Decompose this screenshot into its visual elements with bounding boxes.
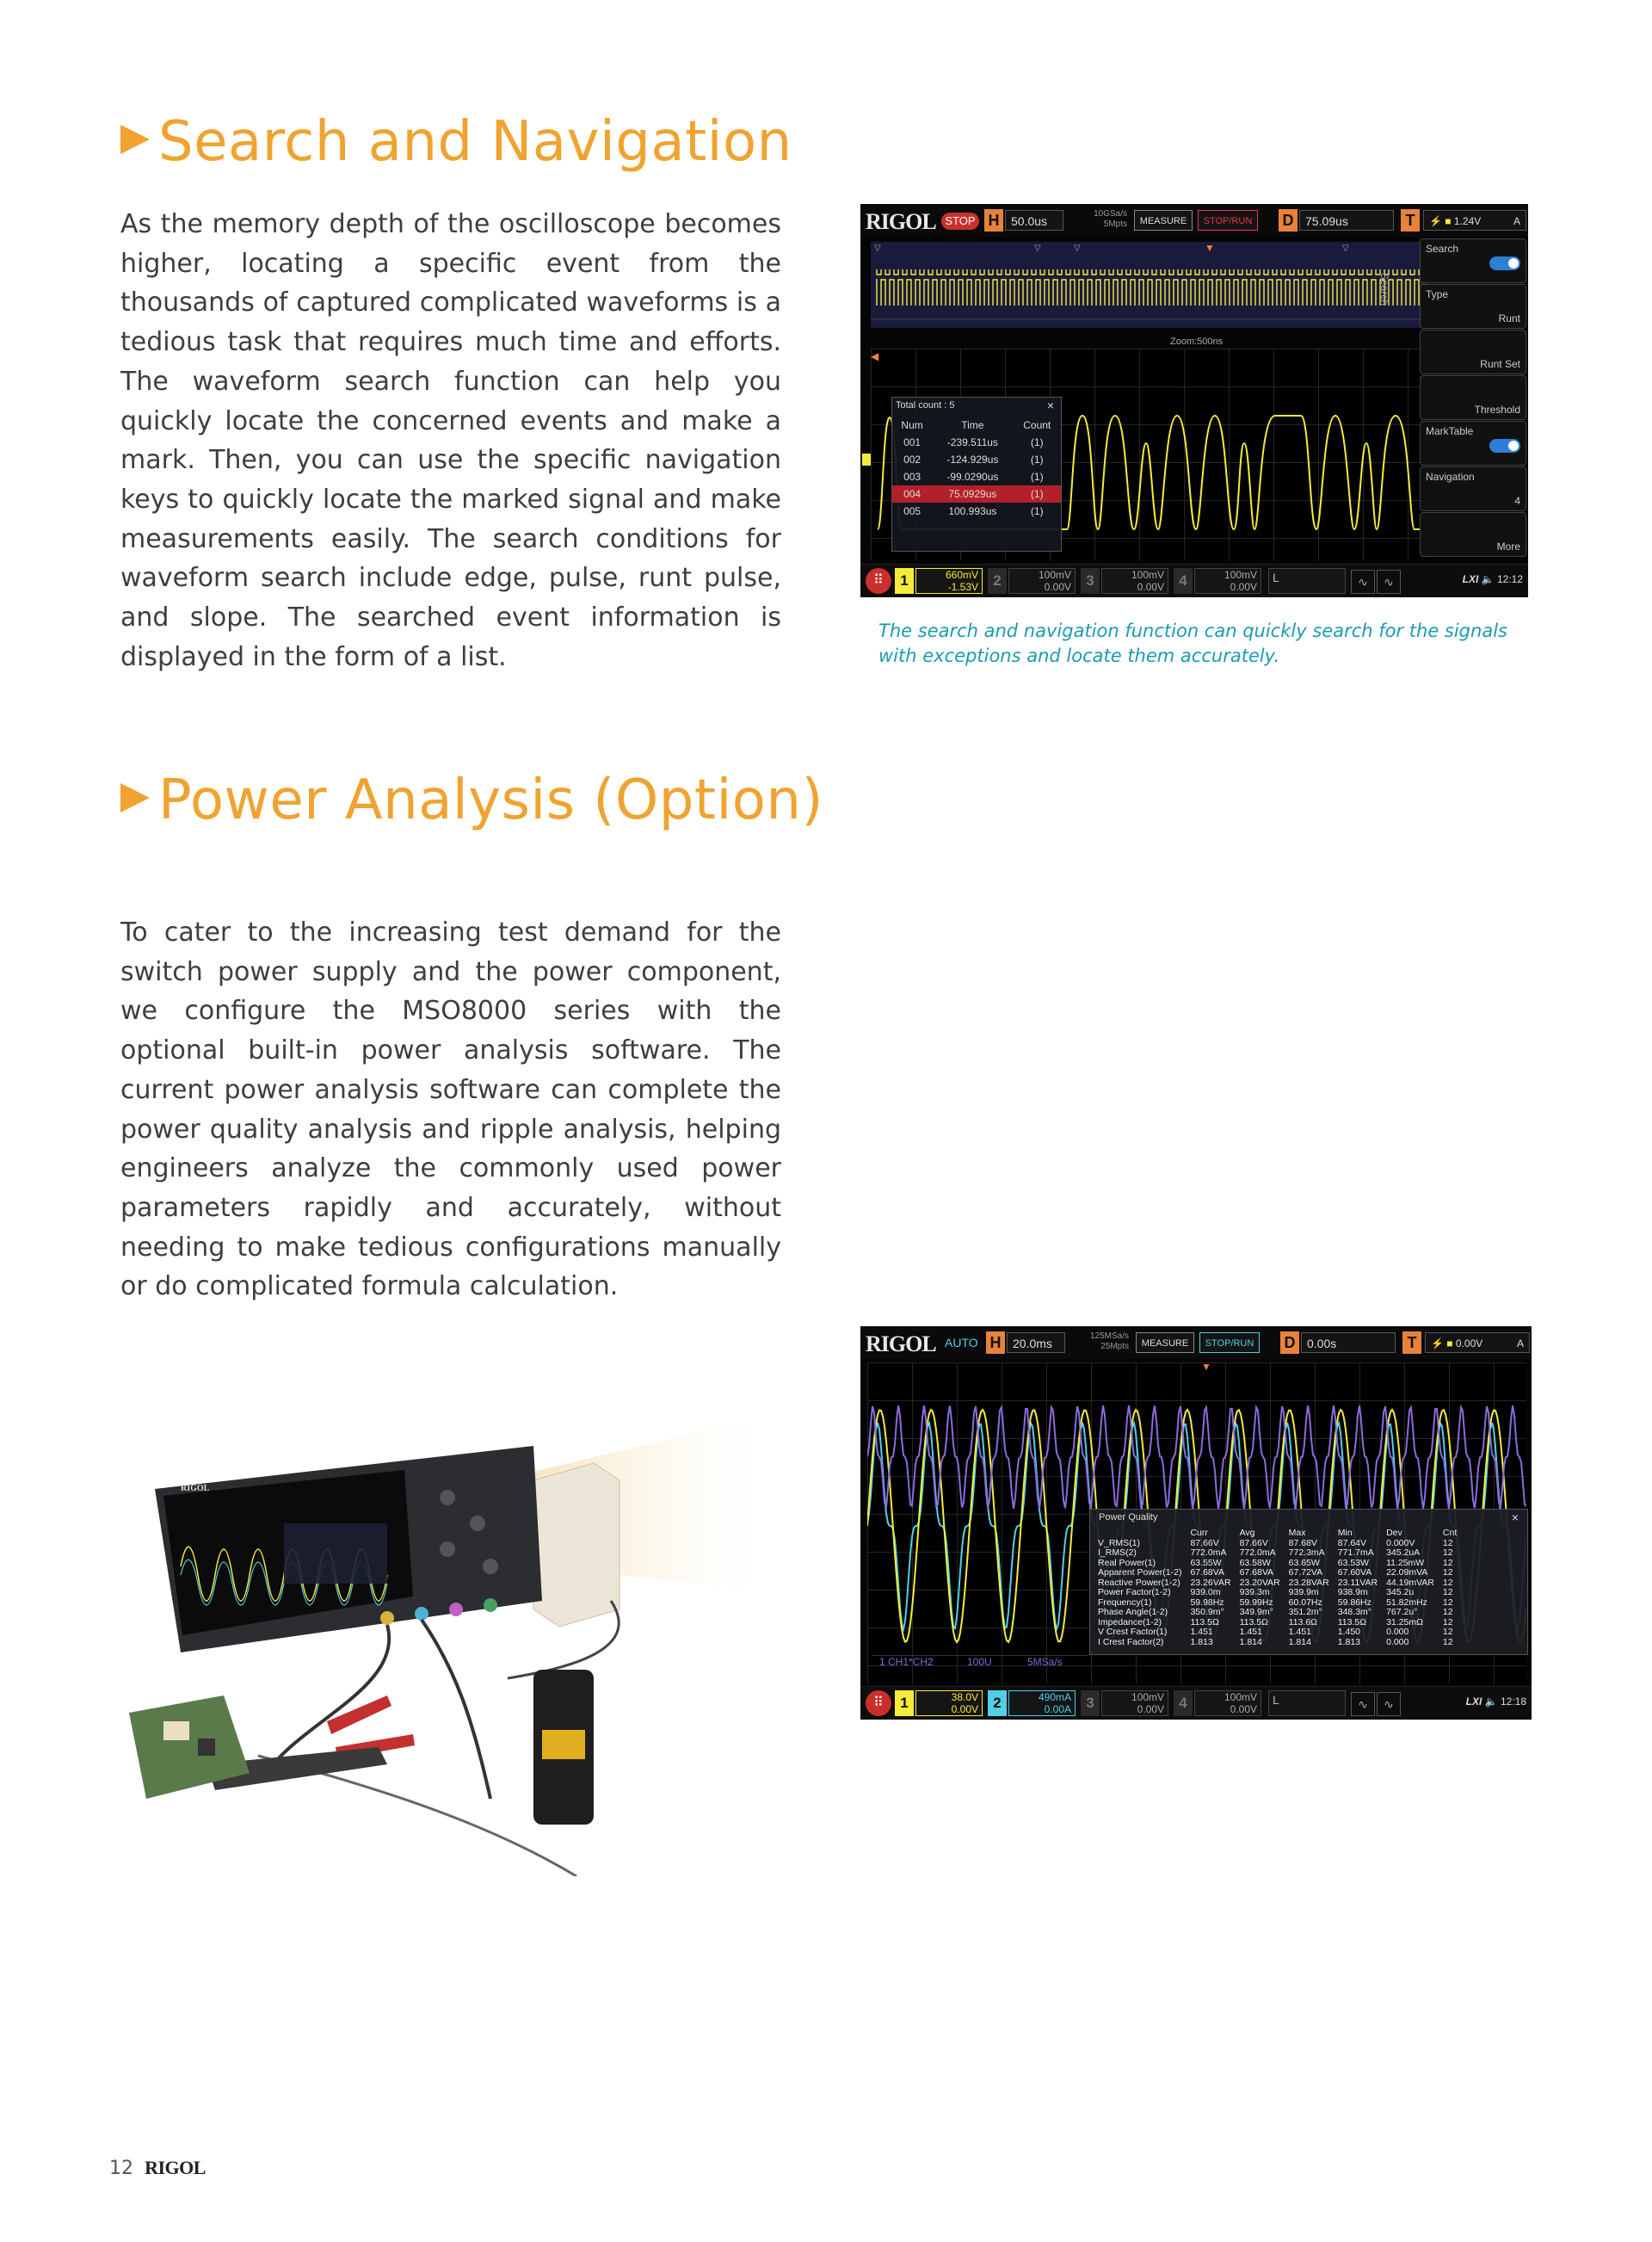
- channel-1-settings[interactable]: [915, 1690, 983, 1716]
- pq-value: 12: [1442, 1567, 1453, 1578]
- generator1-icon[interactable]: ∿: [1351, 570, 1375, 594]
- pq-value: 349.9m°: [1239, 1607, 1273, 1617]
- la-label: L: [1273, 571, 1279, 584]
- delay-value: 75.09us: [1299, 210, 1394, 231]
- event-num: 005: [903, 505, 922, 517]
- measure-button[interactable]: MEASURE: [1134, 210, 1193, 231]
- trigger-edge-icon: ⚡: [1431, 1337, 1444, 1350]
- trigger-level: [1423, 210, 1526, 231]
- event-table-row[interactable]: [892, 468, 1061, 485]
- probe-cable: [422, 1620, 490, 1799]
- event-num: 003: [903, 471, 922, 483]
- side-menu-label: Search: [1426, 243, 1459, 255]
- channel-offset: 0.00V: [1044, 581, 1071, 593]
- pq-value: 22.09mVA: [1386, 1567, 1428, 1578]
- pq-value: 345.2u: [1386, 1587, 1415, 1597]
- pq-param-name: I_RMS(2): [1098, 1547, 1137, 1558]
- pq-value: 23.28VAR: [1288, 1577, 1329, 1588]
- pq-value: 1.451: [1288, 1627, 1311, 1637]
- knob: [470, 1516, 485, 1531]
- side-menu-title: Search: [1378, 273, 1390, 306]
- trigger-level-value: 0.00V: [1455, 1337, 1483, 1350]
- pq-col-avg: Avg: [1239, 1528, 1255, 1538]
- marker-icon: ▽: [1074, 244, 1081, 253]
- channel-scale: 100mV: [1224, 1691, 1257, 1703]
- toggle-switch[interactable]: [1489, 439, 1520, 453]
- channel-offset: 0.00A: [1044, 1703, 1071, 1715]
- event-num: 004: [903, 488, 922, 500]
- channel-scale: 100mV: [1131, 569, 1164, 581]
- pq-value: 1.451: [1190, 1627, 1213, 1637]
- heading-text: Search and Navigation: [158, 110, 792, 174]
- channel-scale: 490mA: [1038, 1691, 1071, 1703]
- pq-value: 12: [1442, 1636, 1453, 1647]
- pq-value: 1.813: [1337, 1636, 1361, 1647]
- side-menu-value: Threshold: [1474, 404, 1520, 416]
- pq-value: 767.2u°: [1386, 1607, 1418, 1617]
- stop-run-button[interactable]: STOP/RUN: [1199, 1332, 1260, 1353]
- scope-top-bar: [860, 1326, 1532, 1359]
- channel-3-button[interactable]: 3: [1081, 1690, 1100, 1716]
- pq-param-name: Apparent Power(1-2): [1098, 1567, 1182, 1578]
- event-count: (1): [1030, 436, 1044, 448]
- generator2-icon[interactable]: ∿: [1377, 1692, 1401, 1716]
- side-menu-button[interactable]: [1420, 375, 1526, 420]
- pq-param-name: Real Power(1): [1098, 1557, 1156, 1568]
- event-table-row[interactable]: [892, 485, 1061, 503]
- side-menu-button[interactable]: [1420, 238, 1526, 283]
- sample-rate-value: 125MSa/s: [1089, 1331, 1129, 1341]
- horizontal-tag: H: [984, 209, 1003, 232]
- side-menu-button[interactable]: [1420, 284, 1526, 329]
- pq-value: 23.11VAR: [1337, 1577, 1378, 1588]
- bullet-arrow-icon: [120, 125, 150, 154]
- pq-value: 67.60VA: [1337, 1567, 1372, 1578]
- side-menu-button[interactable]: [1420, 512, 1526, 557]
- la-box: [1268, 1690, 1346, 1716]
- channel-offset: 0.00V: [1230, 1703, 1257, 1715]
- memory-depth-value: 5Mpts: [1103, 219, 1127, 229]
- pq-value: 113.5Ω: [1190, 1616, 1219, 1627]
- channel-offset: 0.00V: [1137, 581, 1164, 593]
- bullet-arrow-icon: [120, 783, 150, 812]
- pq-value: 1.814: [1239, 1636, 1262, 1647]
- ch1-offset-marker: [862, 454, 871, 466]
- channel-2-button[interactable]: 2: [988, 1690, 1007, 1716]
- board-component: [198, 1739, 215, 1756]
- caption-line-1: The search and navigation function can quickly search for the signals: [878, 621, 1507, 641]
- math-scale: 100U: [967, 1656, 992, 1668]
- channel-3-settings[interactable]: [1101, 568, 1168, 594]
- pq-value: 772.3mA: [1288, 1547, 1325, 1558]
- pq-value: 59.99Hz: [1239, 1597, 1273, 1608]
- pq-value: 12: [1442, 1557, 1453, 1568]
- event-time: -99.0290us: [946, 471, 999, 483]
- delay-tag: D: [1280, 1331, 1299, 1354]
- pq-value: 87.66V: [1190, 1537, 1219, 1548]
- memory-depth-value: 25Mpts: [1100, 1342, 1129, 1351]
- channel-scale: 100mV: [1038, 569, 1071, 581]
- pq-value: 1.813: [1190, 1636, 1213, 1647]
- pq-value: 939.9m: [1288, 1587, 1319, 1597]
- channel-4-settings[interactable]: [1194, 568, 1261, 594]
- pq-value: 63.55W: [1190, 1557, 1222, 1568]
- power-analysis-heading: [120, 769, 823, 832]
- channel-1-settings[interactable]: [915, 568, 983, 594]
- clock: 12:18: [1500, 1695, 1526, 1708]
- side-menu-value: Runt: [1498, 312, 1520, 324]
- channel-scale: 660mV: [945, 569, 978, 581]
- math-label: 1 CH1*CH2: [879, 1656, 934, 1668]
- channel-scale: 100mV: [1224, 569, 1257, 581]
- channel-offset: 0.00V: [1137, 1703, 1164, 1715]
- timebase-value: 20.0ms: [1007, 1332, 1065, 1353]
- pq-value: 345.2uA: [1386, 1547, 1421, 1558]
- channel-2-settings[interactable]: [1008, 1690, 1076, 1716]
- overview-waveform: [871, 242, 1427, 328]
- pq-value: 59.86Hz: [1337, 1597, 1372, 1608]
- search-navigation-heading: [120, 110, 792, 174]
- channel-offset: 0.00V: [1230, 581, 1257, 593]
- main-window: [871, 242, 1427, 328]
- generator2-icon[interactable]: ∿: [1377, 570, 1401, 594]
- pq-value: 87.68V: [1288, 1537, 1317, 1548]
- marker-icon: ▽: [1034, 244, 1041, 253]
- knob: [483, 1559, 498, 1574]
- pulse-train: [876, 269, 1421, 306]
- heading-text: Power Analysis (Option): [158, 769, 823, 832]
- trigger-level-marker: ◀: [871, 350, 879, 362]
- knob: [440, 1490, 455, 1505]
- col-num: Num: [901, 419, 923, 431]
- pq-value: 1.450: [1337, 1627, 1361, 1637]
- pq-value: 1.451: [1239, 1627, 1262, 1637]
- pq-param-name: V Crest Factor(1): [1098, 1627, 1168, 1637]
- panel-logo: RIGOL: [181, 1484, 210, 1493]
- channel-bar: [860, 564, 1528, 597]
- status-area: [1463, 573, 1523, 585]
- scope-screenshot-search: [860, 204, 1528, 597]
- event-count: (1): [1030, 488, 1044, 500]
- trigger-channel-icon: ■: [1445, 215, 1452, 227]
- pq-value: 63.65W: [1288, 1557, 1320, 1568]
- trigger-tag: T: [1401, 209, 1420, 232]
- channel-4-settings[interactable]: [1194, 1690, 1261, 1716]
- pq-row: [1094, 1608, 1461, 1618]
- lxi-icon: LXI: [1465, 1695, 1482, 1708]
- event-table: [892, 417, 1061, 520]
- pq-param-name: Frequency(1): [1098, 1597, 1152, 1608]
- run-status-badge: AUTO: [945, 1336, 978, 1350]
- horizontal-tag: H: [986, 1331, 1005, 1354]
- channel-4-button[interactable]: 4: [1174, 1690, 1193, 1716]
- channel-2-button[interactable]: 2: [988, 568, 1007, 594]
- close-icon[interactable]: ×: [1511, 1510, 1519, 1524]
- event-time: 75.0929us: [948, 488, 997, 500]
- trigger-source: A: [1513, 215, 1520, 227]
- pq-value: 348.3m°: [1337, 1607, 1372, 1617]
- pq-value: 23.20VAR: [1239, 1577, 1280, 1588]
- side-menu-label: Type: [1426, 288, 1449, 300]
- math-bar: [872, 1655, 1088, 1670]
- sample-rate-value: 10GSa/s: [1094, 209, 1127, 219]
- rigol-logo: RIGOL: [866, 209, 936, 234]
- product-photo: [129, 1394, 766, 1876]
- pq-value: 113.5Ω: [1337, 1616, 1367, 1627]
- pq-param-name: I Crest Factor(2): [1098, 1636, 1164, 1647]
- event-time: -124.929us: [946, 454, 999, 466]
- trigger-position-icon: ▼: [1201, 1361, 1211, 1373]
- pq-value: 12: [1442, 1577, 1453, 1588]
- pq-value: 113.6Ω: [1288, 1616, 1318, 1627]
- pq-param-name: Impedance(1-2): [1098, 1616, 1162, 1627]
- power-analysis-paragraph: To cater to the increasing test demand for the switch power supply and the power component, we configure the MSO8000 series with the optional built-in power analysis software. The current power analysis software can complete the power quality analysis and ripple analysis, helping engineers analyze the commonly used power parameters rapidly and accurately, without needing to make tedious configurations manually or do complicated formula calculation.: [120, 917, 781, 1302]
- trigger-tag: T: [1402, 1331, 1421, 1354]
- zoom-label: Zoom:500ns: [1170, 337, 1224, 347]
- search-navigation-paragraph: As the memory depth of the oscilloscope becomes higher, locating a specific event from the thousands of captured complicated waveforms is a tedious task that requires much time and efforts. The waveform search function can help you quickly locate the concerned events and make a mark. Then, you can use the specific navigation keys to quickly locate the marked signal and make measurements easily. The search conditions for waveform search include edge, pulse, runt pulse, and slope. The searched event information is displayed in the form of a list.: [120, 209, 781, 672]
- channel-scale: 100mV: [1131, 1691, 1164, 1703]
- pq-value: 0.000: [1386, 1636, 1409, 1647]
- pq-value: 12: [1442, 1547, 1453, 1558]
- bnc-connector: [415, 1607, 428, 1621]
- channel-3-settings[interactable]: [1101, 1690, 1168, 1716]
- col-count: Count: [1023, 419, 1051, 431]
- screen-table: [284, 1523, 387, 1584]
- pq-col-curr: Curr: [1190, 1528, 1208, 1538]
- lxi-icon: LXI: [1462, 573, 1479, 585]
- math-power-trace: [867, 1405, 1526, 1509]
- event-count: (1): [1030, 454, 1044, 466]
- menu-icon[interactable]: ⠿: [866, 568, 891, 594]
- pq-value: 51.82mHz: [1386, 1597, 1427, 1608]
- pq-value: 12: [1442, 1627, 1453, 1637]
- event-table-title: Total count : 5: [896, 400, 955, 411]
- pq-value: 23.26VAR: [1190, 1577, 1231, 1588]
- event-num: 001: [903, 436, 922, 448]
- search-side-menu: [1378, 238, 1526, 560]
- board-component: [163, 1721, 189, 1740]
- side-menu-buttons: [1420, 238, 1526, 560]
- event-time: -239.511us: [946, 436, 998, 448]
- sample-rate: [1067, 209, 1127, 230]
- event-table-panel: [891, 397, 1062, 552]
- event-num: 002: [903, 454, 922, 466]
- photo-illustration: [129, 1394, 766, 1876]
- pq-value: 11.25mW: [1386, 1557, 1425, 1568]
- pq-value: 67.68VA: [1239, 1567, 1274, 1578]
- pq-value: 87.66V: [1239, 1537, 1268, 1548]
- pq-col-dev: Dev: [1386, 1528, 1402, 1538]
- pq-col-param: [1094, 1529, 1186, 1539]
- side-menu-button[interactable]: [1420, 466, 1526, 511]
- delay-value: 0.00s: [1301, 1332, 1396, 1353]
- pq-value: 771.7mA: [1337, 1547, 1374, 1558]
- la-label: L: [1273, 1693, 1279, 1707]
- pq-col-min: Min: [1337, 1528, 1353, 1538]
- pq-value: 350.9m°: [1190, 1607, 1224, 1617]
- event-table-header: [892, 417, 1061, 434]
- pq-value: 939.0m: [1190, 1587, 1221, 1597]
- pq-value: 0.000V: [1386, 1537, 1415, 1548]
- toggle-switch[interactable]: [1489, 256, 1520, 270]
- pq-value: 67.72VA: [1288, 1567, 1323, 1578]
- pq-value: 63.53W: [1337, 1557, 1369, 1568]
- side-menu-label: Navigation: [1426, 471, 1475, 483]
- channel-3-button[interactable]: 3: [1081, 568, 1100, 594]
- pq-value: 12: [1442, 1616, 1453, 1627]
- bnc-connector: [484, 1598, 497, 1612]
- trigger-level: [1425, 1332, 1530, 1353]
- menu-icon[interactable]: ⠿: [866, 1690, 891, 1716]
- pq-row: [1094, 1638, 1461, 1648]
- channel-bar: [860, 1686, 1532, 1720]
- dut-box: [533, 1463, 620, 1627]
- pq-value: 772.0mA: [1190, 1547, 1227, 1558]
- run-status-badge: STOP: [941, 213, 979, 230]
- marker-icon: ▽: [1342, 244, 1349, 253]
- timebase-value: 50.0us: [1005, 210, 1063, 231]
- power-quality-table: [1094, 1529, 1461, 1647]
- red-clip: [327, 1695, 391, 1734]
- page-number: 12: [109, 2158, 133, 2179]
- trigger-edge-icon: ⚡: [1429, 215, 1442, 227]
- pq-col-cnt: Cnt: [1442, 1528, 1458, 1538]
- pq-value: 67.68VA: [1190, 1567, 1224, 1578]
- side-menu-button[interactable]: [1420, 330, 1526, 374]
- scope-top-bar: [860, 204, 1528, 237]
- pq-param-name: Phase Angle(1-2): [1098, 1607, 1168, 1617]
- pq-value: 1.814: [1288, 1636, 1311, 1647]
- pq-value: 12: [1442, 1587, 1453, 1597]
- side-menu-value: More: [1496, 540, 1520, 553]
- pq-value: 12: [1442, 1597, 1453, 1608]
- channel-offset: 0.00V: [951, 1703, 978, 1715]
- pq-value: 938.9m: [1337, 1587, 1368, 1597]
- bnc-connector: [449, 1603, 463, 1616]
- trigger-channel-icon: ■: [1446, 1337, 1453, 1350]
- side-menu-label: MarkTable: [1426, 425, 1474, 437]
- bnc-connector: [380, 1611, 394, 1625]
- pq-value: 113.5Ω: [1239, 1616, 1268, 1627]
- close-icon[interactable]: ×: [1046, 398, 1054, 412]
- rigol-logo: RIGOL: [866, 1331, 936, 1356]
- sound-icon[interactable]: 🔈: [1481, 573, 1495, 585]
- stop-run-button[interactable]: STOP/RUN: [1198, 210, 1258, 231]
- event-time: 100.993us: [948, 505, 997, 517]
- event-table-row[interactable]: [892, 451, 1061, 468]
- pq-param-name: Power Factor(1-2): [1098, 1587, 1171, 1597]
- sound-icon[interactable]: 🔈: [1484, 1695, 1498, 1708]
- channel-1-button[interactable]: 1: [895, 1690, 914, 1716]
- generator1-icon[interactable]: ∿: [1351, 1692, 1375, 1716]
- pq-value: 44.19mVAR: [1386, 1577, 1434, 1588]
- trigger-position-icon: ▼: [1205, 242, 1215, 254]
- marker-icon: ▽: [874, 244, 881, 253]
- power-quality-panel: [1089, 1509, 1528, 1655]
- pq-value: 31.25mΩ: [1386, 1616, 1423, 1627]
- probe-label: [542, 1730, 585, 1759]
- pq-row: [1094, 1627, 1461, 1638]
- channel-2-settings[interactable]: [1008, 568, 1076, 594]
- trigger-source: A: [1516, 1337, 1524, 1350]
- pq-value: 351.2m°: [1288, 1607, 1322, 1617]
- pq-param-name: Reactive Power(1-2): [1098, 1577, 1180, 1588]
- side-menu-button[interactable]: [1420, 421, 1526, 466]
- scope-screenshot-power: [860, 1326, 1532, 1720]
- col-time: Time: [961, 419, 984, 431]
- pq-value: 12: [1442, 1607, 1453, 1617]
- pq-header: [1094, 1529, 1461, 1539]
- status-area: [1466, 1695, 1526, 1708]
- channel-offset: -1.53V: [947, 581, 978, 593]
- pq-value: 60.07Hz: [1288, 1597, 1322, 1608]
- caption-line-2: with exceptions and locate them accurately.: [878, 645, 1280, 666]
- trigger-level-value: 1.24V: [1453, 215, 1482, 227]
- sample-rate: [1069, 1331, 1129, 1352]
- side-menu-value: Runt Set: [1480, 358, 1520, 370]
- pq-value: 0.000: [1386, 1627, 1409, 1637]
- search-caption: [878, 619, 1515, 669]
- pq-row: [1094, 1588, 1461, 1598]
- pq-value: 59.98Hz: [1190, 1597, 1224, 1608]
- delay-tag: D: [1279, 209, 1298, 232]
- event-table-row[interactable]: [892, 434, 1061, 451]
- pq-param-name: V_RMS(1): [1098, 1537, 1141, 1548]
- footer-brand: RIGOL: [145, 2157, 206, 2178]
- page-footer: [109, 2157, 206, 2179]
- pq-col-max: Max: [1288, 1528, 1306, 1538]
- math-rate: 5MSa/s: [1027, 1656, 1063, 1668]
- measure-button[interactable]: MEASURE: [1136, 1332, 1194, 1353]
- power-quality-title: Power Quality: [1099, 1512, 1158, 1522]
- channel-4-button[interactable]: 4: [1174, 568, 1193, 594]
- event-count: (1): [1030, 471, 1044, 483]
- pq-value: 772.0mA: [1239, 1547, 1276, 1558]
- pq-value: 939.3m: [1239, 1587, 1270, 1597]
- channel-1-button[interactable]: 1: [895, 568, 914, 594]
- channel-scale: 38.0V: [951, 1691, 978, 1703]
- pq-row: [1094, 1548, 1461, 1559]
- clock: 12:12: [1496, 573, 1523, 585]
- event-table-row[interactable]: [892, 503, 1061, 520]
- side-menu-value: 4: [1514, 495, 1520, 507]
- pq-value: 87.64V: [1337, 1537, 1367, 1548]
- pq-row: [1094, 1568, 1461, 1578]
- knob: [440, 1541, 455, 1557]
- la-box: [1268, 568, 1346, 594]
- pq-value: 12: [1442, 1537, 1453, 1548]
- pq-value: 63.58W: [1239, 1557, 1271, 1568]
- event-count: (1): [1030, 505, 1044, 517]
